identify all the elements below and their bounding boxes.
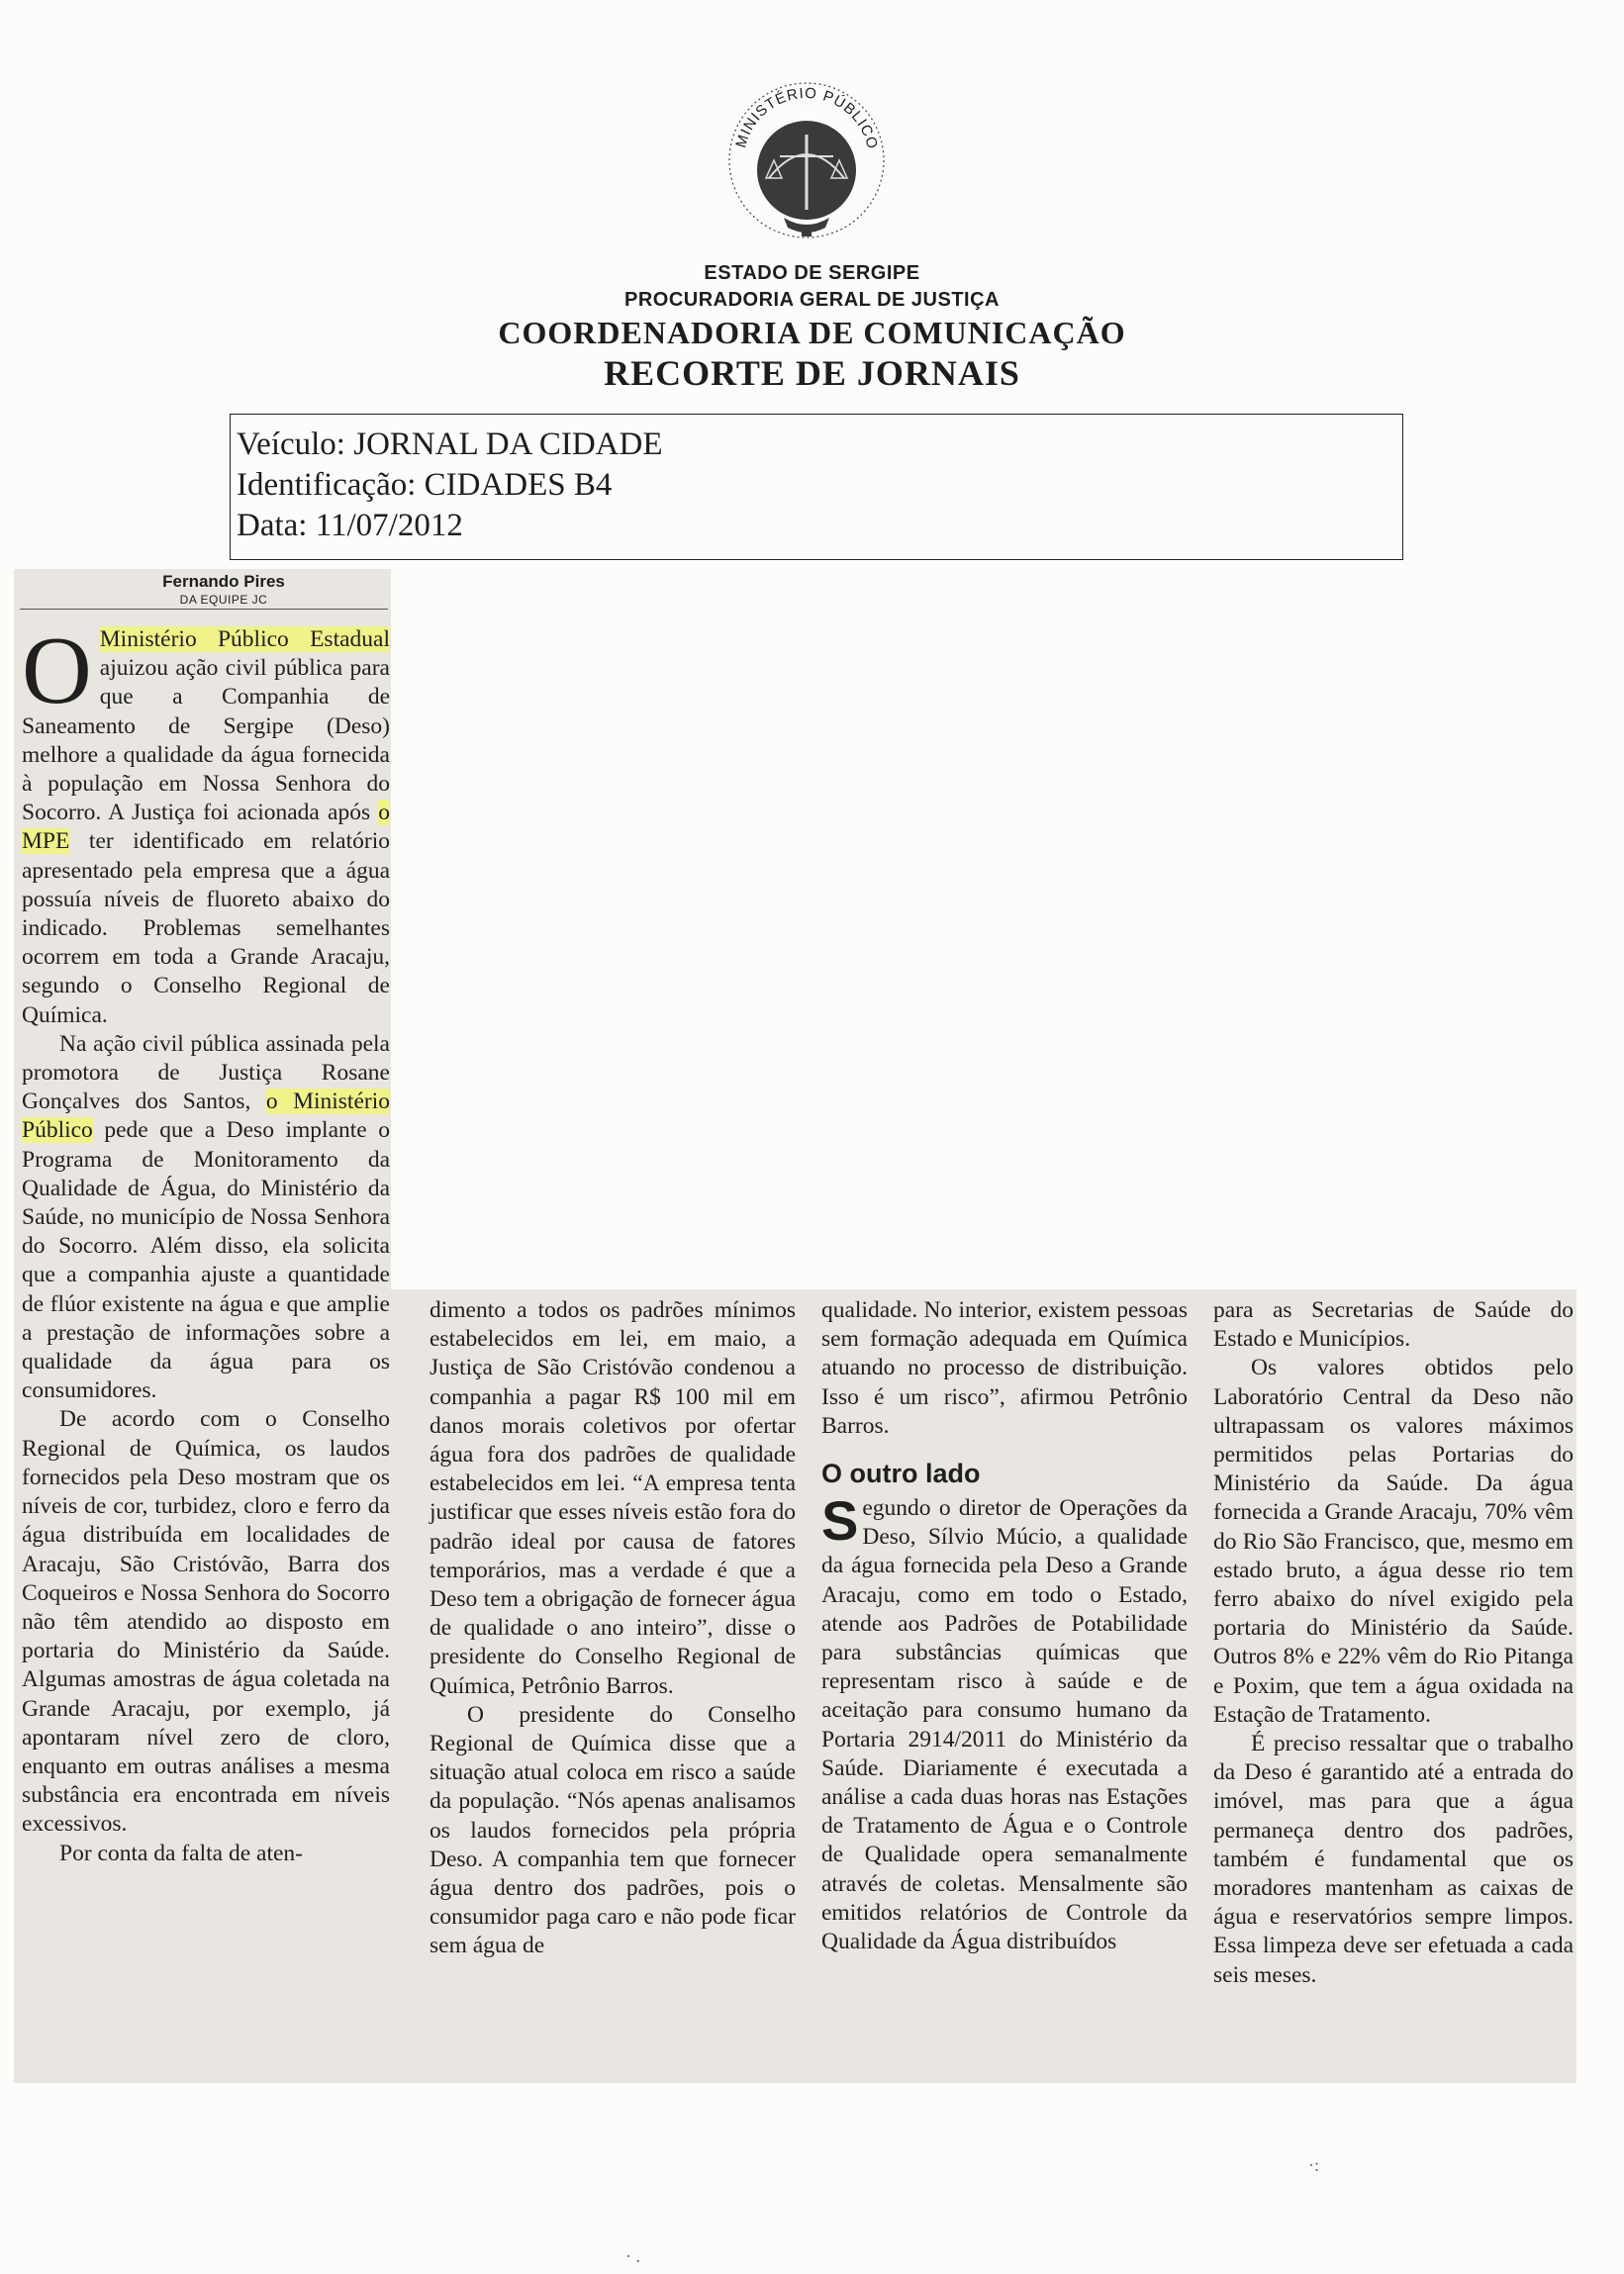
highlight-mpe-short: o MPE <box>22 800 390 855</box>
paragraph: dimento a todos os padrões mínimos estabelecidos em lei, em maio, a Justiça de São Cristóvão condenou a companhia a pagar R$ 100 mil em danos morais coletivos por ofertar água fora dos padrões de qualidade estabelecidos em lei. “A empresa tenta justificar que esses níveis estão fora do padrão ideal por causa de fatores temporários, mas a verdade é que a Deso tem a obrigação de fornecer água de qualidade o ano inteiro”, disse o presidente do Conselho Regional de Química, Petrônio Barros. <box>430 1297 796 1699</box>
article-column-3 <box>821 1296 1188 1956</box>
author-name: Fernando Pires <box>162 572 285 591</box>
vehicle-line: Veículo: JORNAL DA CIDADE <box>237 426 663 462</box>
paragraph: Segundo o diretor de Operações da Deso, Sílvio Múcio, a qualidade da água fornecida pela Deso a Grande Aracaju, como em todo o Estado, atende aos Padrões de Potabilidade para substâncias químicas que representam risco à saúde e de aceitação para consumo humano da Portaria 2914/2011 do Ministério da Saúde. Diariamente é executada a análise a cada duas horas nas Estações de Tratamento de Água e o Controle de Qualidade opera semanalmente através de coletas. Mensalmente são emitidos relatórios de Controle da Qualidade da Água distribuídos <box>821 1489 1188 1955</box>
scan-speck: ·: <box>1308 2155 1319 2175</box>
paragraph: É preciso ressaltar que o trabalho da Deso é garantido até a entrada do imóvel, mas para que a água permaneça dentro dos padrões, também é fundamental que os moradores mantenham as caixas de água e reservatórios sempre limpos. Essa limpeza deve ser efetuada a cada seis meses. <box>1213 1731 1574 1988</box>
paragraph: qualidade. No interior, existem pessoas sem formação adequada em Química atuando no processo de distribuição. Isso é um risco”, afirmou Petrônio Barros. <box>821 1297 1188 1439</box>
paragraph: De acordo com o Conselho Regional de Química, os laudos fornecidos pela Deso mostram que os níveis de cor, turbidez, cloro e ferro da água distribuída em localidades de Aracaju, São Cristóvão, Barra dos Coqueiros e Nossa Senhora do Socorro não têm atendido ao disposto em portaria do Ministério da Saúde. Algumas amostras de água coletada na Grande Aracaju, por exemplo, já apontaram nível zero de cloro, enquanto em outras análises a mesma substância era encontrada em níveis excessivos. <box>22 1406 390 1838</box>
ministerio-publico-seal <box>715 61 899 245</box>
drop-cap: O <box>22 617 92 724</box>
paragraph: para as Secretarias de Saúde do Estado e Municípios. <box>1213 1297 1574 1353</box>
article-column-2 <box>430 1296 796 1961</box>
author-team: DA EQUIPE JC <box>20 593 388 610</box>
header-office: PROCURADORIA GERAL DE JUSTIÇA <box>624 289 1000 311</box>
paragraph: O Ministério Público Estadual ajuizou ação civil pública para que a Companhia de Saneamento de Sergipe (Deso) melhore a qualidade da água fornecida à população em Nossa Senhora do Socorro. A Justiça foi acionada após o MPE ter identificado em relatório apresentado pela empresa que a água possuía níveis de fluoreto abaixo do indicado. Problemas semelhantes ocorrem em toda a Grande Aracaju, segundo o Conselho Regional de Química. <box>22 617 390 1028</box>
paragraph: Os valores obtidos pelo Laboratório Central da Deso não ultrapassam os valores máximos permitidos pelas Portarias do Ministério da Saúde. Da água fornecida a Grande Aracaju, 70% vêm do Rio São Francisco, que, mesmo em estado bruto, a água desse rio tem ferro abaixo do nível exigido pela portaria do Ministério da Saúde. Outros 8% e 22% vêm do Rio Pitanga e Poxim, que tem a água oxidada na Estação de Tratamento. <box>1213 1355 1574 1728</box>
seal-text: MINISTÉRIO PÚBLICO <box>732 84 882 151</box>
header-state: ESTADO DE SERGIPE <box>704 262 920 284</box>
byline <box>20 572 388 610</box>
article-column-1 <box>22 617 390 1868</box>
highlight-mpe: Ministério Público Estadual <box>99 626 390 652</box>
clipping-info-box <box>230 414 1403 560</box>
drop-cap: S <box>821 1489 859 1553</box>
paragraph: O presidente do Conselho Regional de Química disse que a situação atual coloca em risco a saúde da população. “Nós apenas analisamos os laudos fornecidos pela própria Deso. A companhia tem que fornecer água dentro dos padrões, pois o consumidor paga caro e não pode ficar sem água de <box>430 1701 796 1959</box>
paragraph: Na ação civil pública assinada pela promotora de Justiça Rosane Gonçalves dos Santos, o Ministério Público pede que a Deso implante o Programa de Monitoramento da Qualidade de Água, do Ministério da Saúde, no município de Nossa Senhora do Socorro. Além disso, ela solicita que a companhia ajuste a quantidade de flúor existente na água e que amplie a prestação de informações sobre a qualidade da água para os consumidores. <box>22 1030 390 1404</box>
section-subhead: O outro lado <box>821 1459 981 1489</box>
paragraph: Por conta da falta de aten- <box>59 1840 303 1866</box>
highlight-mp: o Ministério Público <box>22 1089 390 1144</box>
header-department: COORDENADORIA DE COMUNICAÇÃO <box>498 315 1126 350</box>
header-section: RECORTE DE JORNAIS <box>604 353 1020 393</box>
article-column-4 <box>1213 1296 1574 1990</box>
identification-line: Identificação: CIDADES B4 <box>237 467 613 503</box>
scan-speck: · . <box>625 2246 640 2266</box>
date-line: Data: 11/07/2012 <box>237 508 463 543</box>
